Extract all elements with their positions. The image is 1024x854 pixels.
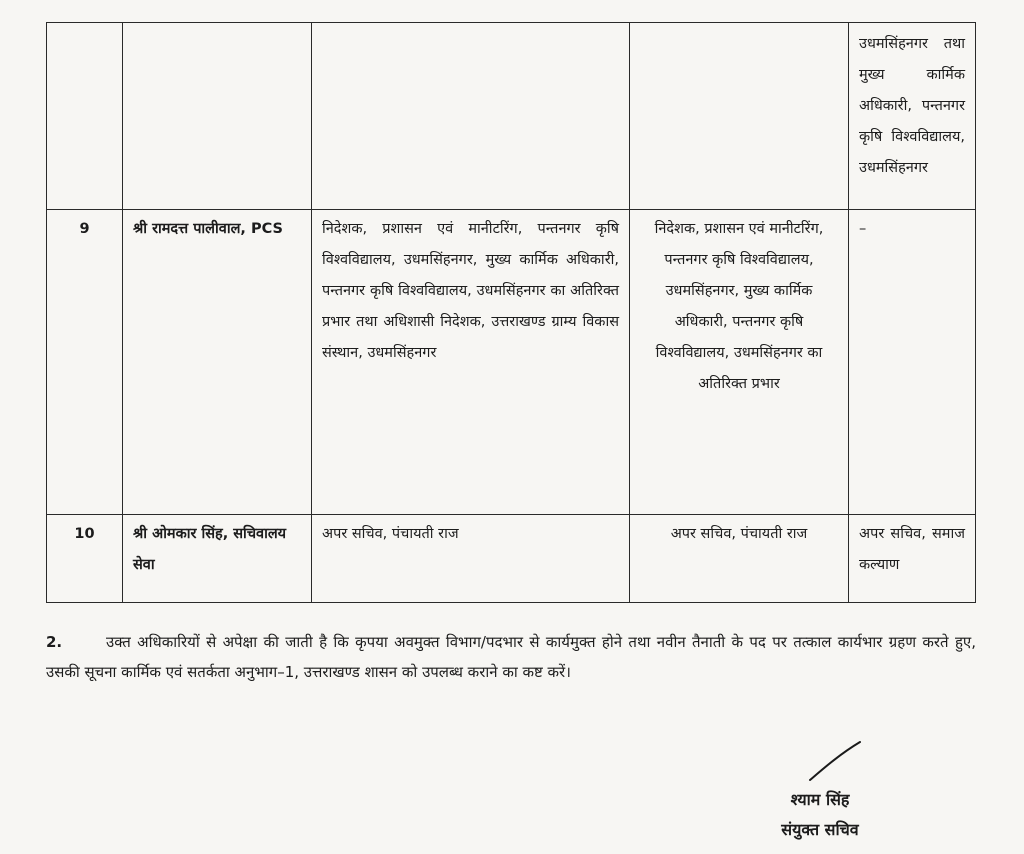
signer-designation: संयुक्त सचिव xyxy=(781,820,859,839)
serial-cell xyxy=(47,23,123,210)
additional-charge-cell: अपर सचिव, समाज कल्याण xyxy=(849,515,976,603)
current-post-cell: निदेशक, प्रशासन एवं मानीटरिंग, पन्तनगर कृषि विश्वविद्यालय, उधमसिंहनगर, मुख्य कार्मिक अधिकारी, पन्तनगर कृषि विश्वविद्यालय, उधमसिंहनगर का अतिरिक्त प्रभार तथा अधिशासी निदेशक, उत्तराखण्ड ग्राम्य विकास संस्थान, उधमसिंहनगर xyxy=(312,210,630,515)
officer-name-cell xyxy=(123,23,312,210)
current-post-cell xyxy=(312,23,630,210)
officer-name-cell: श्री रामदत्त पालीवाल, PCS xyxy=(123,210,312,515)
instruction-paragraph xyxy=(46,627,976,687)
signature-stroke-icon xyxy=(806,738,866,784)
table-row xyxy=(47,23,976,210)
paragraph-number: 2. xyxy=(46,633,63,651)
transfer-table xyxy=(46,22,976,603)
new-post-cell: अपर सचिव, पंचायती राज xyxy=(630,515,849,603)
signer-name: श्याम सिंह xyxy=(790,790,850,809)
paragraph-text: उक्त अधिकारियों से अपेक्षा की जाती है कि कृपया अवमुक्त विभाग/पदभार से कार्यमुक्त होने तथा नवीन तैनाती के पद पर तत्काल कार्यभार ग्रहण करते हुए, उसकी सूचना कार्मिक एवं सतर्कता अनुभाग–1, उत्तराखण्ड शासन को उपलब्ध कराने का कष्ट करें। xyxy=(46,633,976,681)
officer-name-cell: श्री ओमकार सिंह, सचिवालय सेवा xyxy=(123,515,312,603)
table-row xyxy=(47,515,976,603)
serial-cell: 9 xyxy=(47,210,123,515)
new-post-cell: निदेशक, प्रशासन एवं मानीटरिंग, पन्तनगर कृषि विश्वविद्यालय, उधमसिंहनगर, मुख्य कार्मिक अधिकारी, पन्तनगर कृषि विश्वविद्यालय, उधमसिंहनगर का अतिरिक्त प्रभार xyxy=(630,210,849,515)
current-post-cell: अपर सचिव, पंचायती राज xyxy=(312,515,630,603)
new-post-cell xyxy=(630,23,849,210)
serial-cell: 10 xyxy=(47,515,123,603)
additional-charge-cell: उधमसिंहनगर तथा मुख्य कार्मिक अधिकारी, पन्तनगर कृषि विश्वविद्यालय, उधमसिंहनगर xyxy=(849,23,976,210)
additional-charge-cell: – xyxy=(849,210,976,515)
table-row xyxy=(47,210,976,515)
